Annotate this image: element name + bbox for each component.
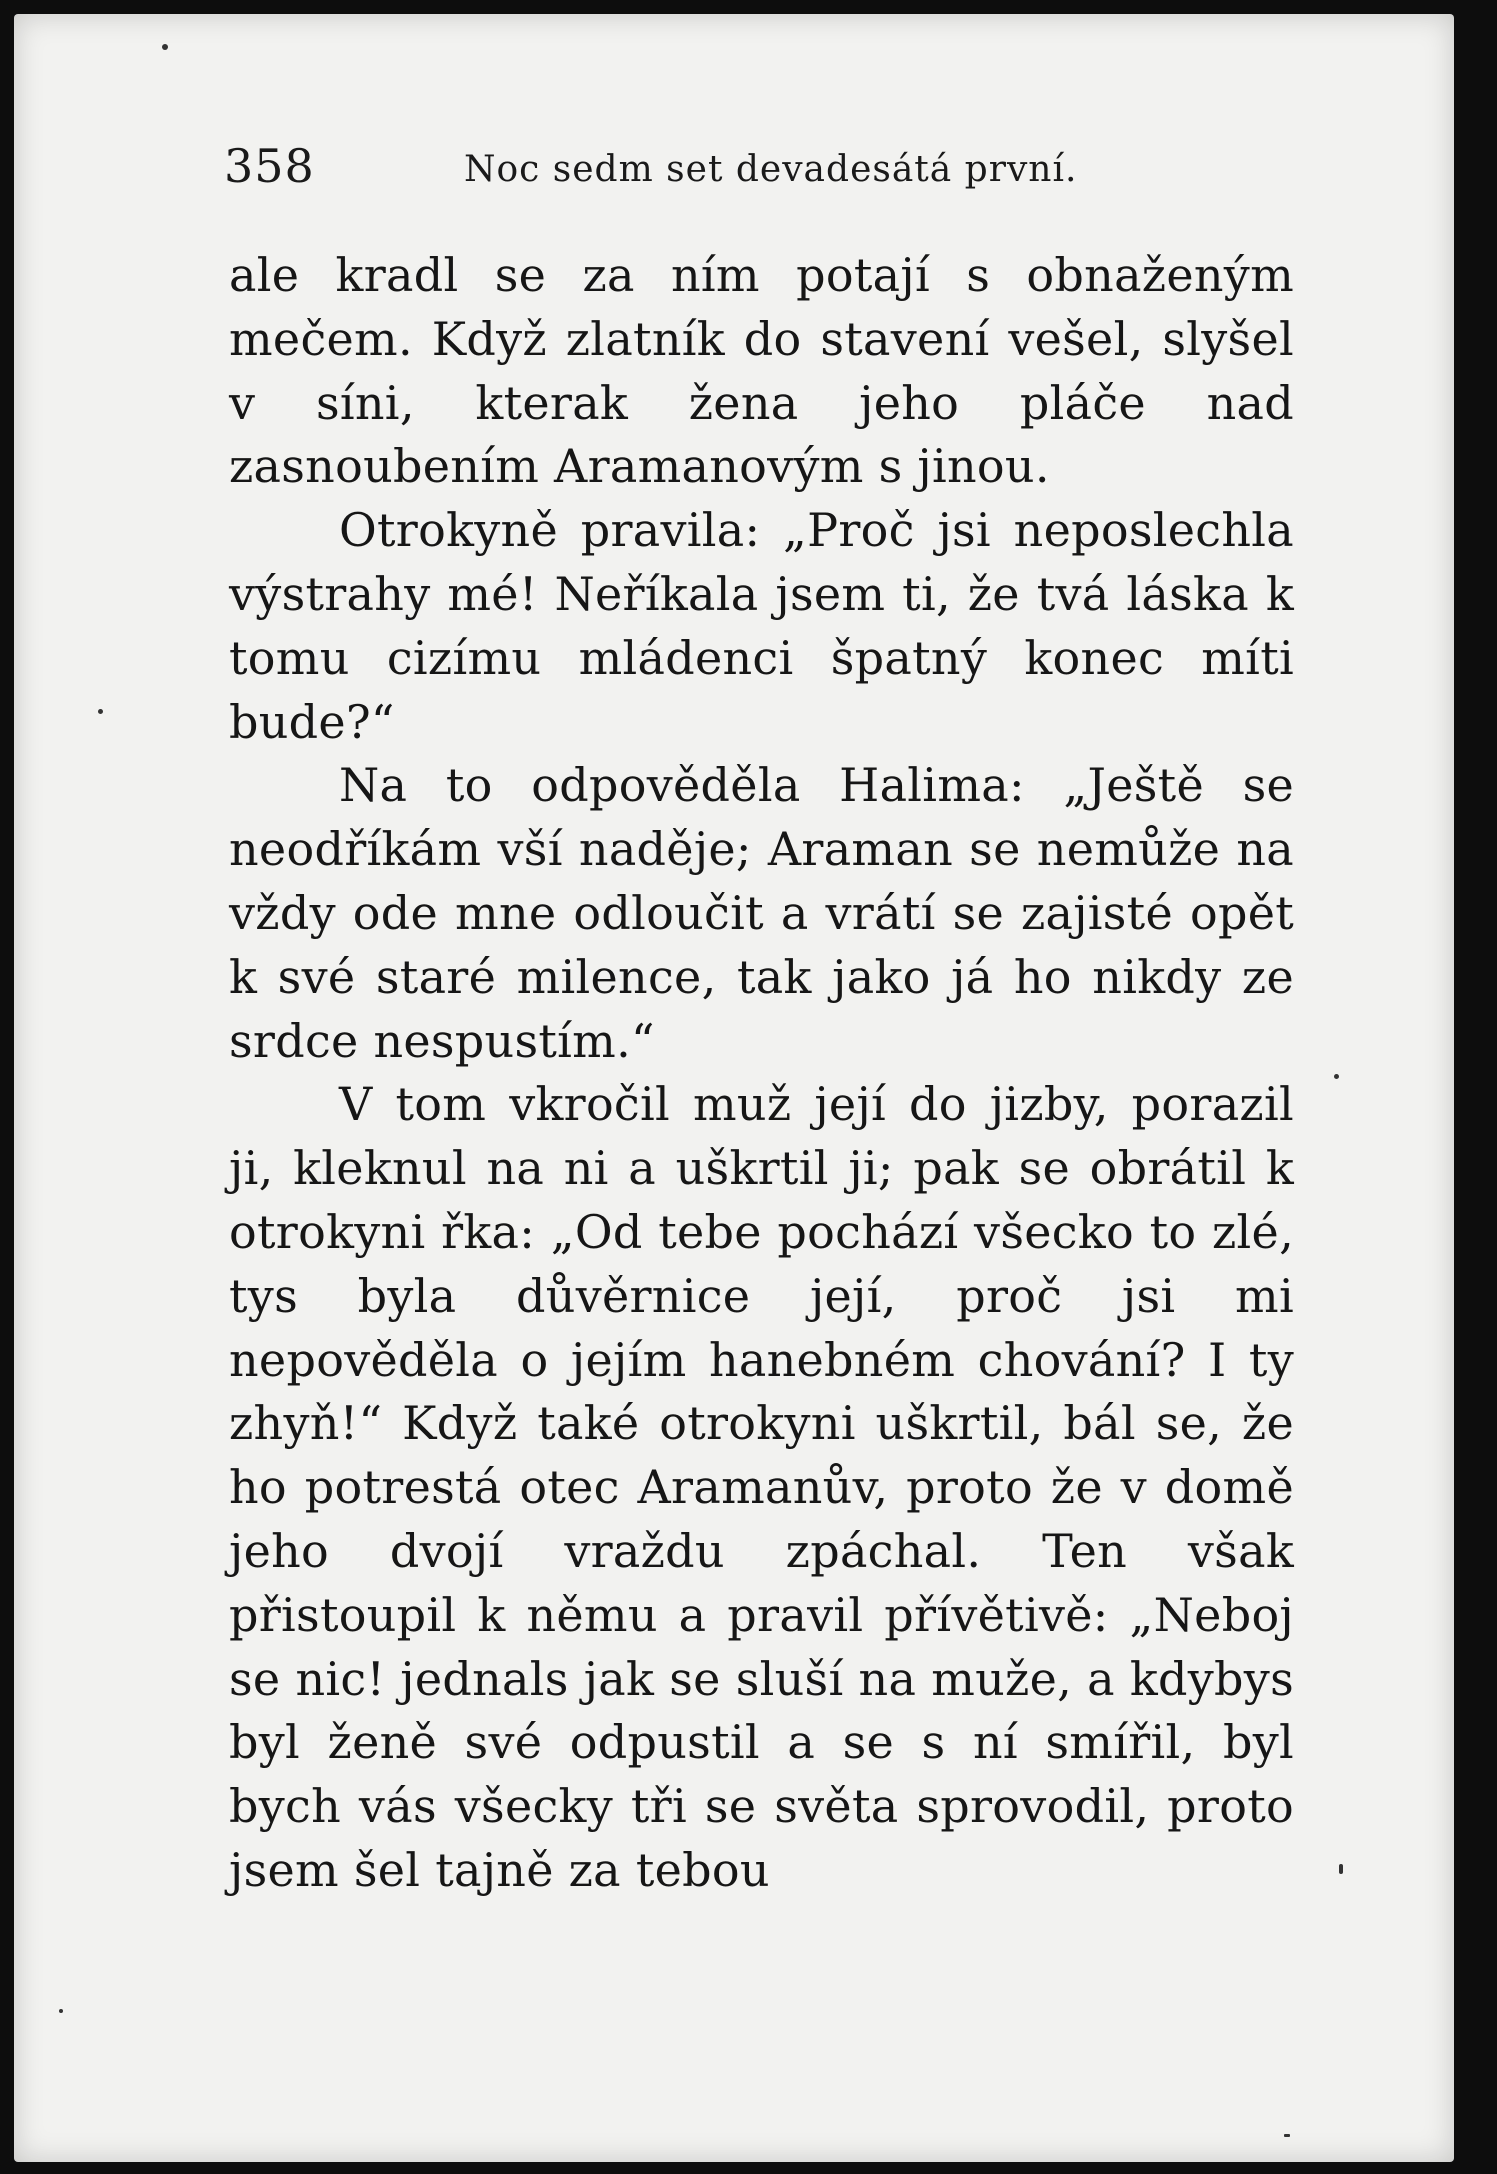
dust-speck [59,2009,63,2013]
book-page [14,14,1454,2162]
dust-speck [98,709,103,714]
paragraph: ale kradl se za ním potají s obnaženým mečem. Když zlatník do stavení vešel, slyšel v síni, kterak žena jeho pláče nad zasnoubením Aramanovým s jinou. [229,248,1294,494]
paragraph: V tom vkročil muž její do jizby, porazil ji, kleknul na ni a uškrtil ji; pak se obrátil k otrokyni řka: „Od tebe pochází všecko to zlé, tys byla důvěrnice její, proč jsi mi nepověděla o jejím hanebném chování? I ty zhyň!“ Když také otrokyni uškrtil, bál se, že ho potrestá otec Aramanův, proto že v domě jeho dvojí vraždu zpáchal. Ten však přistoupil k němu a pravil přívětivě: „Neboj se nic! jednals jak se sluší na muže, a kdybys byl ženě své odpustil a se s ní smířil, byl bych vás všecky tři se světa sprovodil, proto jsem šel tajně za tebou [229,1077,1294,1897]
page-number: 358 [224,139,315,193]
page-header [224,139,1344,199]
running-title: Noc sedm set devadesátá první. [464,149,1078,190]
paragraph: Na to odpověděla Halima: „Ještě se neodříkám vší naděje; Araman se nemůže na vždy ode mne odloučit a vrátí se zajisté opět k své staré milence, tak jako já ho nikdy ze srdce nespustím.“ [229,758,1294,1068]
dust-speck [1284,2134,1290,2137]
dust-speck [162,44,168,50]
dust-speck [1339,1864,1343,1874]
body-text [229,244,1294,1903]
binding-edge [1469,0,1497,2174]
paragraph: Otrokyně pravila: „Proč jsi neposlechla výstrahy mé! Neříkala jsem ti, že tvá láska k tomu cizímu mládenci špatný konec míti bude?“ [229,503,1294,749]
dust-speck [1334,1074,1339,1079]
